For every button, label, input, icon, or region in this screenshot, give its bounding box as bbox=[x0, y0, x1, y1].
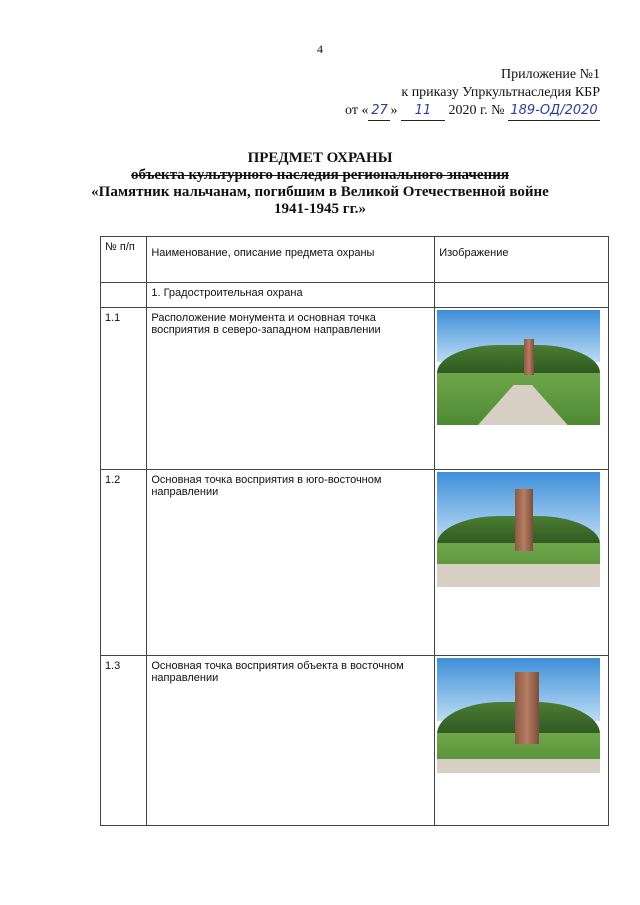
protection-table bbox=[100, 236, 609, 826]
appendix-date-line bbox=[345, 102, 600, 121]
row-number: 1.3 bbox=[101, 656, 147, 826]
row-description: Расположение монумента и основная точка восприятия в северо-западном направлении bbox=[147, 308, 435, 470]
table-row bbox=[101, 470, 609, 656]
monument-photo-southeast bbox=[437, 472, 600, 587]
page-number: 4 bbox=[317, 42, 323, 56]
handwritten-order-number: 189-ОД/2020 bbox=[508, 102, 600, 121]
title-line-1: ПРЕДМЕТ ОХРАНЫ bbox=[247, 150, 393, 166]
monument-photo-northwest bbox=[437, 310, 600, 425]
section-title: 1. Градостроительная охрана bbox=[147, 283, 435, 308]
row-description: Основная точка восприятия в юго-восточном направлении bbox=[147, 470, 435, 656]
handwritten-month: 11 bbox=[401, 102, 445, 121]
row-number: 1.1 bbox=[101, 308, 147, 470]
table-header-row bbox=[101, 237, 609, 283]
handwritten-day: 27 bbox=[368, 102, 390, 121]
year-text: 2020 г. № bbox=[448, 103, 505, 118]
title-line-3: «Памятник нальчанам, погибшим в Великой Отечественной войне bbox=[91, 184, 549, 200]
header-name: Наименование, описание предмета охраны bbox=[147, 237, 435, 283]
monument-photo-east bbox=[437, 658, 600, 773]
header-image: Изображение bbox=[435, 237, 609, 283]
date-quote: » bbox=[390, 103, 398, 118]
date-prefix: от « bbox=[345, 103, 369, 118]
appendix-order: к приказу Упркультнаследия КБР bbox=[401, 85, 600, 100]
document-title bbox=[0, 150, 640, 218]
table-row bbox=[101, 656, 609, 826]
row-number: 1.2 bbox=[101, 470, 147, 656]
title-line-2: объекта культурного наследия регионального значения bbox=[131, 167, 509, 183]
title-line-4: 1941-1945 гг.» bbox=[274, 201, 366, 217]
table-row bbox=[101, 308, 609, 470]
appendix-title: Приложение №1 bbox=[501, 67, 600, 82]
row-description: Основная точка восприятия объекта в восточном направлении bbox=[147, 656, 435, 826]
header-num: № п/п bbox=[101, 237, 147, 283]
section-row bbox=[101, 283, 609, 308]
